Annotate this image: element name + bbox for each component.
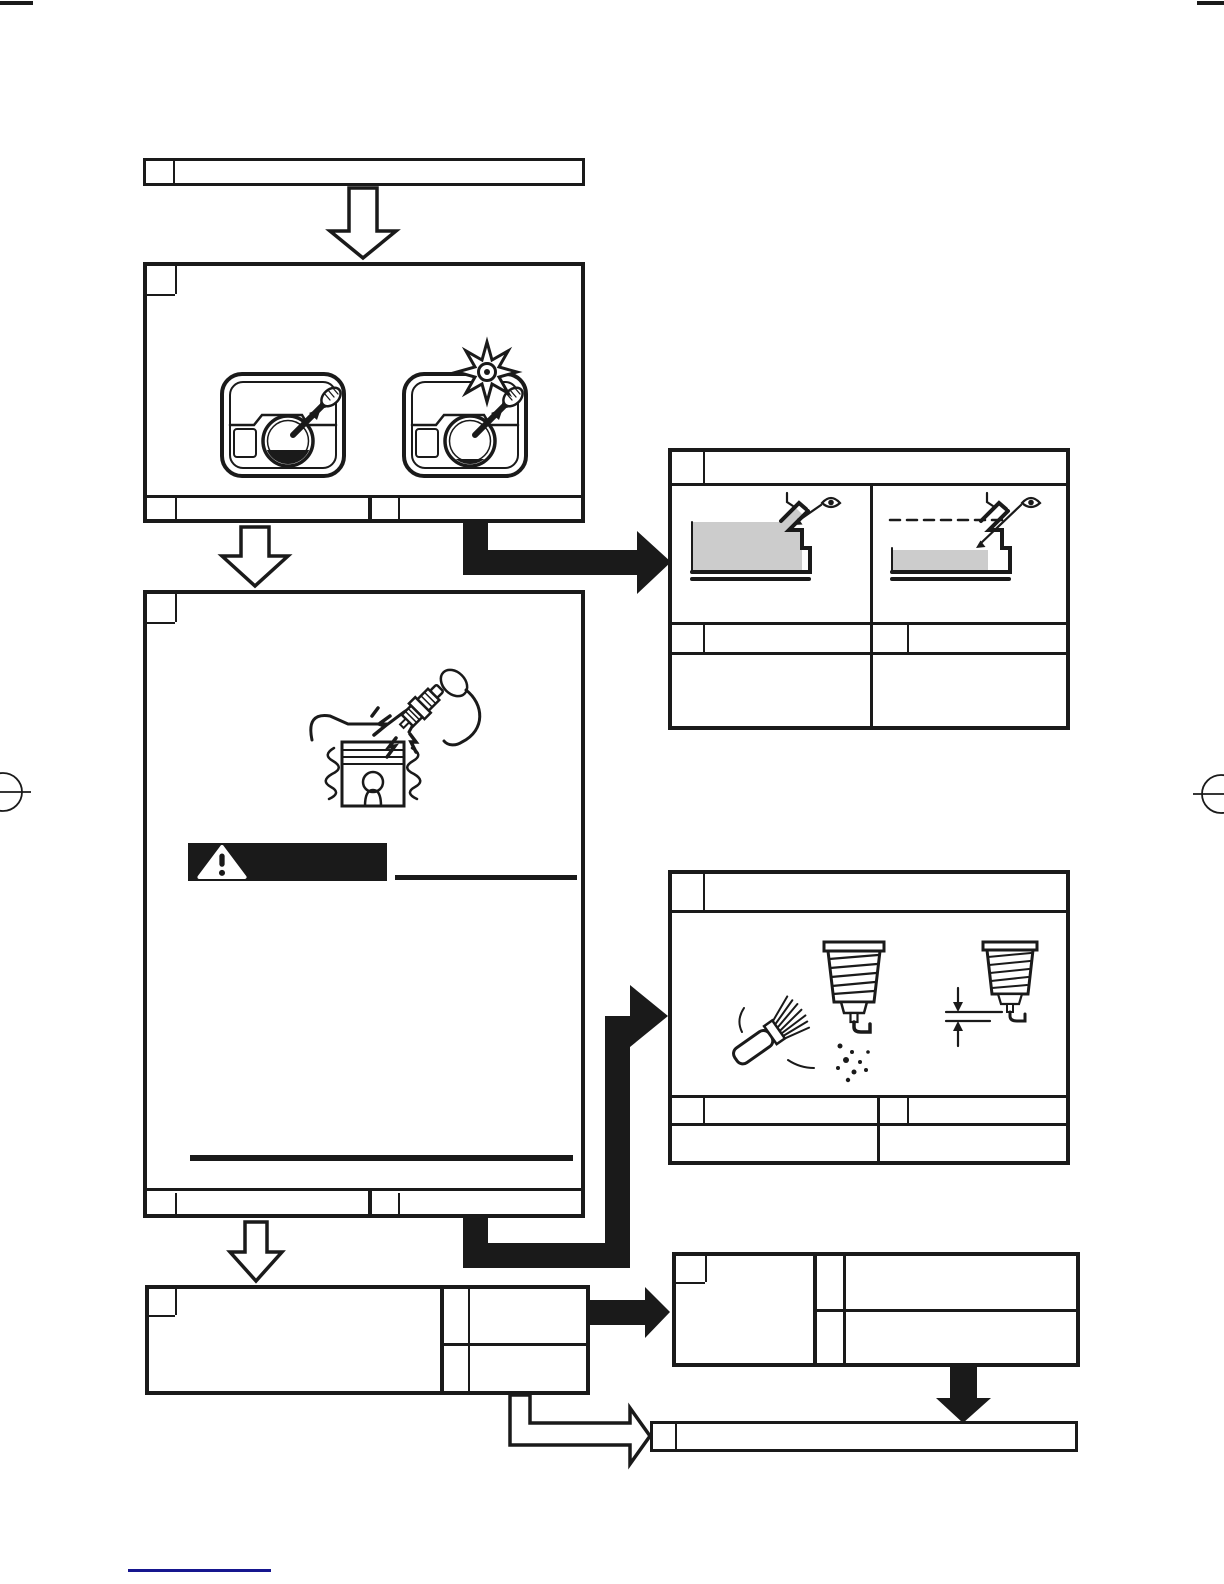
crop-marks <box>0 1 1224 5</box>
arrow-down-step1 <box>330 188 396 258</box>
number-cell-divider <box>173 161 175 183</box>
oil-level-detail-box <box>668 448 1070 730</box>
footer-row-divider <box>147 495 581 498</box>
footer-cell-divider <box>368 1191 372 1214</box>
fuel-check-box <box>143 262 585 523</box>
caption-subcell-divider <box>703 1098 705 1123</box>
end-result-bar <box>650 1421 1078 1452</box>
caption-row-divider <box>672 1123 1066 1126</box>
corner-cell-divider <box>175 266 177 294</box>
footer-cell-divider <box>368 495 372 519</box>
header-number-divider <box>703 452 705 483</box>
result-subcell-divider <box>468 1289 470 1391</box>
footer-row-divider <box>147 1188 581 1191</box>
footer-subcell-divider <box>398 1193 400 1214</box>
caption-subcell-divider <box>907 625 909 652</box>
arrow-to-oil-box <box>463 519 671 594</box>
corner-cell-divider <box>175 594 177 622</box>
caption-subcell-divider <box>907 1098 909 1123</box>
arrow-to-dealer-box <box>588 1287 670 1338</box>
corner-cell-divider <box>149 1315 175 1317</box>
corner-cell-divider <box>175 1289 177 1315</box>
header-divider <box>672 483 1066 486</box>
panel-divider <box>870 486 873 726</box>
panel-divider <box>877 1098 880 1161</box>
blank-underline <box>395 875 577 880</box>
blank-underline <box>190 1155 573 1161</box>
footer-rule <box>128 1569 271 1572</box>
flow-step-title-bar <box>143 158 585 186</box>
spark-plug-service-box <box>668 870 1070 1165</box>
registration-mark-right <box>1193 775 1224 813</box>
arrow-down-step3 <box>230 1222 282 1281</box>
footer-subcell-divider <box>398 498 400 519</box>
corner-cell-divider <box>147 294 175 296</box>
corner-cell-divider <box>676 1282 705 1284</box>
footer-subcell-divider <box>175 498 177 519</box>
caption-subcell-divider <box>703 625 705 652</box>
corner-cell-divider <box>705 1256 707 1282</box>
footer-subcell-divider <box>175 1193 177 1214</box>
warning-triangle-icon <box>196 845 248 879</box>
arrow-down-step2 <box>222 527 288 586</box>
corner-cell-divider <box>147 622 175 624</box>
caption-row-divider <box>672 1095 1066 1098</box>
arrow-elbow-to-end-bar <box>510 1395 650 1464</box>
header-number-divider <box>703 874 705 910</box>
dealer-action-box <box>672 1252 1080 1367</box>
spark-check-box <box>143 590 585 1218</box>
caption-row-divider <box>672 652 1066 655</box>
final-decision-box <box>145 1285 590 1395</box>
number-cell-divider <box>675 1424 677 1449</box>
registration-mark-left <box>0 773 31 811</box>
result-row-divider <box>440 1343 586 1346</box>
warning-banner <box>188 843 387 881</box>
header-divider <box>672 910 1066 913</box>
action-row-divider <box>813 1309 1076 1312</box>
result-column-divider <box>440 1289 444 1391</box>
arrow-dealer-to-end <box>936 1367 991 1423</box>
caption-row-divider <box>672 622 1066 625</box>
